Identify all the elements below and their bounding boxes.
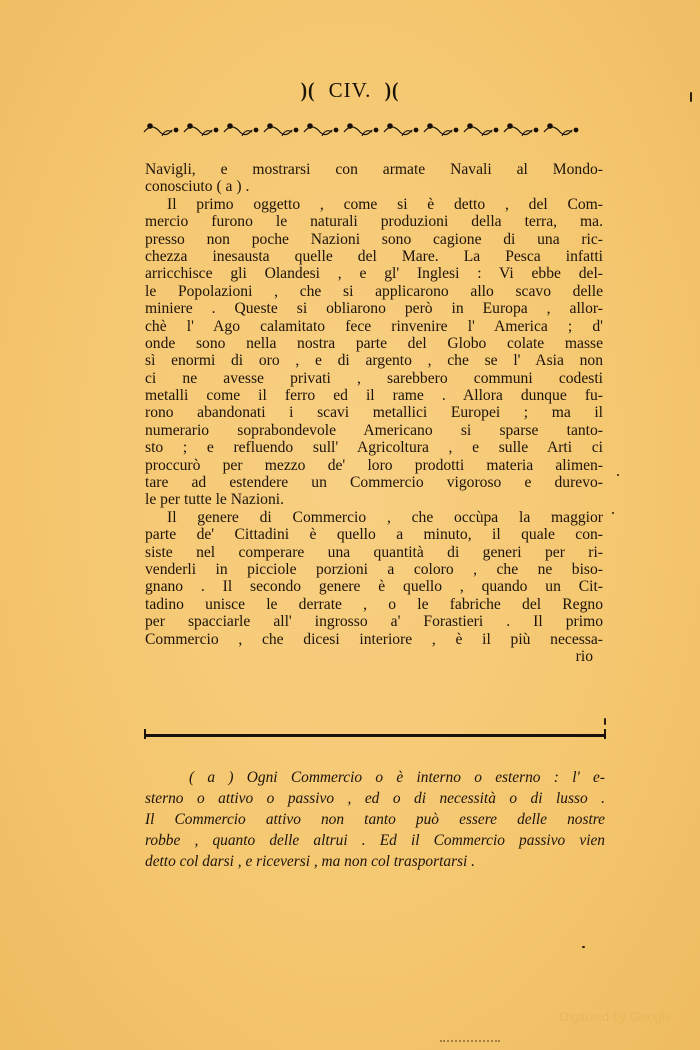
text-line: onde sono nella nostra parte del Globo colate masse [145,334,603,352]
text-line: Navigli, e mostrarsi con armate Navali al Mondo- [145,161,603,178]
main-text-block [145,161,603,665]
footnote-line: sterno o attivo o passivo , ed o di necessità o di lusso . [145,790,605,807]
text-line: metalli come il ferro ed il rame . Allora dunque fu- [145,387,603,405]
text-line: sì enormi di oro , e di argento , che se l' Asia non [145,352,603,370]
text-line: numerario soprabondevole Americano si sparse tanto- [145,421,603,439]
ink-speck [604,718,606,725]
text-line: parte de' Cittadini è quello a minuto, il quale con- [145,526,603,544]
text-line: per spacciarle all' ingrosso a' Forastieri . Il primo [145,613,603,631]
ink-speck [612,512,614,514]
rule-right-tick [604,729,606,739]
ink-speck [617,474,619,476]
text-line: conosciuto ( a ) . [145,178,250,196]
text-line: le per tutte le Nazioni. [145,491,284,509]
text-line: chezza inesausta quelle del Mare. La Pesca infatti [145,247,603,265]
text-line: gnano . Il secondo genere è quello , quando un Cit- [145,578,603,596]
bottom-edge-marks [440,1040,500,1044]
text-line: rono abandonati i scavi metallici Europei ; ma il [145,404,603,422]
edge-speck [690,92,692,102]
page-header [0,78,700,103]
text-line: Il genere di Commercio , che occùpa la maggior [167,508,603,526]
footnote-block [145,767,605,872]
fleuron-unit [144,124,178,136]
footnote-line: Il Commercio attivo non tanto può essere delle nostre [145,811,605,828]
text-line: presso non poche Nazioni sono cagione di una ric- [145,230,603,248]
fleuron-band-ornament [140,118,600,142]
text-line: siste nel comperare una quantità di generi per ri- [145,543,603,561]
text-line: chè l' Ago calamitato fece rinvenire l' America ; d' [145,317,603,335]
header-left-mark: )( [301,78,316,102]
text-line: proccurò per mezzo de' loro prodotti materia alimen- [145,456,603,474]
footnote-separator-rule [144,734,606,737]
text-line: Commercio , che dicesi interiore , è il più necessa- [145,630,603,648]
text-line: Il primo oggetto , come si è detto , del Com- [167,195,603,213]
page-number: CIV. [328,78,372,102]
text-line: sto ; e refluendo sull' Agricoltura , e sulle Arti ci [145,439,603,457]
catchword: rio [575,647,593,665]
text-line: mercio furono le naturali produzioni della terra, ma. [145,213,603,231]
footnote-line: ( a ) Ogni Commercio o è interno o esterno : l' e- [189,769,605,786]
text-line: venderli in picciole porzioni a coloro , che ne biso- [145,560,603,578]
ink-speck [582,946,585,948]
footnote-line: detto col darsi , e riceversi , ma non col trasportarsi . [145,853,476,870]
footnote-line: robbe , quanto delle altrui . Ed il Commercio passivo vien [145,832,605,849]
text-line: le Popolazioni , che si applicarono allo scavo delle [145,282,603,300]
text-line: ci ne avesse privati , sarebbero communi codesti [145,369,603,387]
header-right-mark: )( [384,78,399,102]
digitization-watermark: Digitized by Google [559,1009,672,1024]
text-line: tadino unisce le derrate , o le fabriche del Regno [145,595,603,613]
text-line: arricchisce gli Olandesi , e gl' Inglesi : Vi ebbe del- [145,265,603,283]
text-line: miniere . Queste si obliarono però in Europa , allor- [145,300,603,318]
text-line: tare ad estendere un Commercio vigoroso e durevo- [145,474,603,492]
